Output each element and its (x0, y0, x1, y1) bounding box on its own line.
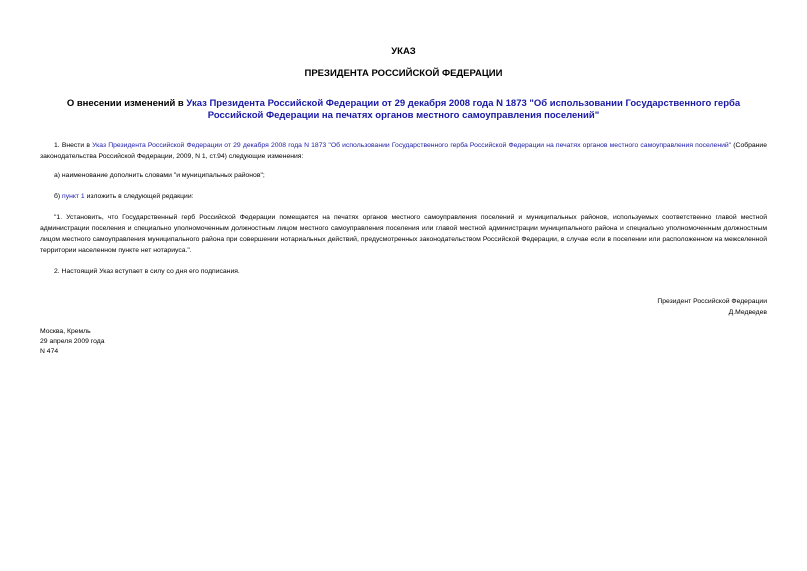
signing-date: 29 апреля 2009 года (40, 338, 105, 345)
place-date-block (40, 327, 105, 357)
signature-block (657, 296, 767, 318)
signatory-name: Д.Медведев (728, 309, 767, 316)
paragraph-1-link[interactable]: Указ Президента Российской Федерации от 29 декабря 2008 года N 1873 "Об использовании Государственного герба Российской Федерации на печатях органов местного самоуправления поселений" (92, 142, 732, 149)
paragraph-b-prefix: б) (54, 193, 63, 200)
issuer-title: ПРЕЗИДЕНТА РОССИЙСКОЙ ФЕДЕРАЦИИ (304, 68, 503, 79)
signatory-position: Президент Российской Федерации (657, 298, 767, 305)
paragraph-1-prefix: 1. Внести в (54, 142, 93, 149)
paragraph-a: а) наименование дополнить словами "и муниципальных районов"; (54, 172, 265, 179)
paragraph-1 (40, 140, 767, 162)
paragraph-b-suffix: изложить в следующей редакции: (84, 193, 194, 200)
subject-link[interactable]: Указ Президента Российской Федерации от 29 декабря 2008 года N 1873 "Об использовании Государственного герба Российской Федерации на печатях органов местного самоуправления поселений" (186, 98, 741, 121)
subject-prefix: О внесении изменений в (66, 98, 187, 109)
paragraph-b-link[interactable]: пункт 1 (62, 193, 85, 200)
quoted-paragraph: "1. Установить, что Государственный герб Российской Федерации помещается на печатях органов местного самоуправления поселений и муниципальных районов, используемых соответственно главой местной администрации поселения и специально уполномоченным должностным лицом местного самоуправления поселения или главой местной администрации муниципального района и специально уполномоченным должностным лицом местного самоуправления муниципального района при совершении нотариальных действий, предусмотренных законодательством Российской Федерации, в случае если в поселении или расположенном на межселенной территории населенном пункте нет нотариуса.". (40, 214, 767, 254)
paragraph-1-suffix: (Собрание законодательства Российской Федерации, 2009, N 1, ст.94) следующие изменения: (40, 142, 768, 160)
document-type-title: УКАЗ (391, 46, 416, 57)
signing-place: Москва, Кремль (40, 328, 91, 335)
document-number: N 474 (40, 348, 59, 355)
paragraph-b (40, 191, 767, 202)
document-subject (40, 98, 767, 122)
paragraph-2: 2. Настоящий Указ вступает в силу со дня его подписания. (54, 268, 240, 275)
document-body (40, 140, 767, 277)
